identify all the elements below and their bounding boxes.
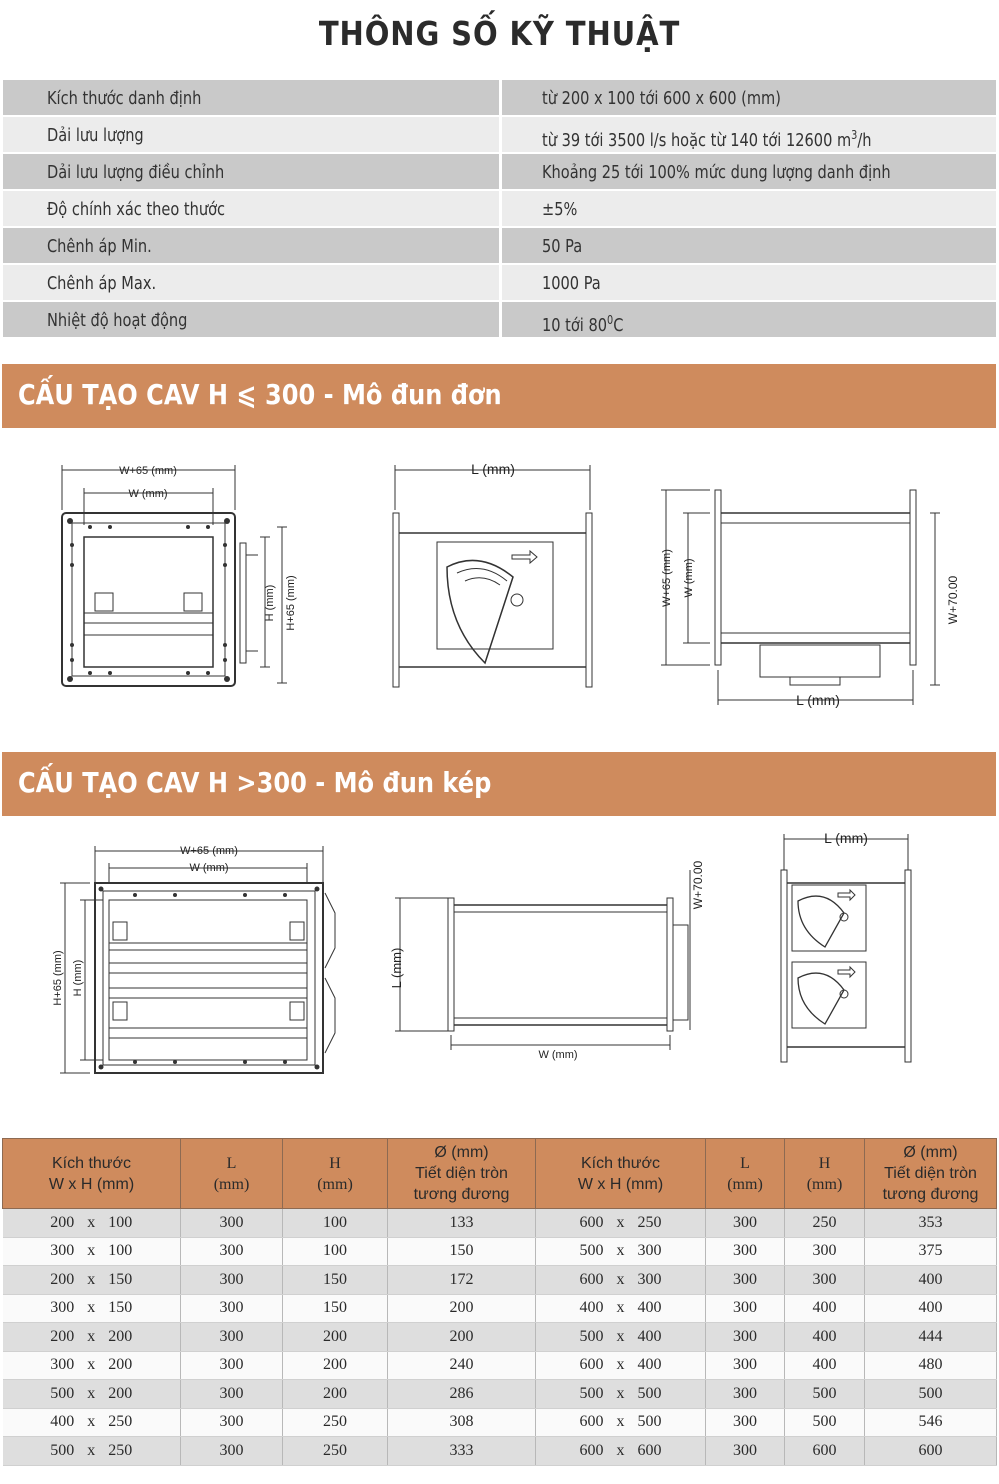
cell-value: 133 bbox=[388, 1209, 536, 1238]
dim-label: H+65 (mm) bbox=[285, 575, 297, 631]
cell-value: 400 bbox=[865, 1294, 997, 1323]
cell-value: 100 bbox=[283, 1209, 388, 1238]
section-banner-double bbox=[2, 752, 996, 816]
table-row bbox=[3, 1408, 997, 1437]
cell-value: 500 bbox=[785, 1408, 865, 1437]
cell-value: 150 bbox=[283, 1266, 388, 1295]
cell-value: 400 bbox=[865, 1266, 997, 1295]
spec-value: từ 39 tới 3500 l/s hoặc từ 140 tới 12600 $m^3/h$ bbox=[502, 117, 996, 152]
cell-size: 200 x 150 bbox=[3, 1266, 181, 1295]
cell-value: 300 bbox=[706, 1237, 785, 1266]
dim-label: L (mm) bbox=[796, 692, 840, 708]
table-row bbox=[3, 1209, 997, 1238]
cell-value: 375 bbox=[865, 1237, 997, 1266]
cell-size: 400 x 400 bbox=[536, 1294, 706, 1323]
cell-value: 150 bbox=[283, 1294, 388, 1323]
cell-value: 200 bbox=[388, 1323, 536, 1352]
cell-value: 300 bbox=[706, 1266, 785, 1295]
cell-value: 150 bbox=[388, 1237, 536, 1266]
cell-value: 353 bbox=[865, 1209, 997, 1238]
spec-value: 50 Pa bbox=[502, 228, 996, 263]
cell-value: 300 bbox=[181, 1237, 283, 1266]
cell-size: 600 x 400 bbox=[536, 1351, 706, 1380]
cell-value: 400 bbox=[785, 1351, 865, 1380]
dimension-table bbox=[2, 1138, 997, 1466]
dim-label: L (mm) bbox=[389, 947, 404, 989]
spec-value: 10 tới $80^0C$ bbox=[502, 302, 996, 337]
cell-value: 300 bbox=[785, 1237, 865, 1266]
dim-label: W (mm) bbox=[683, 558, 695, 598]
spec-value: Khoảng 25 tới 100% mức dung lượng danh định bbox=[502, 154, 996, 189]
spec-row bbox=[3, 265, 996, 302]
cell-value: 444 bbox=[865, 1323, 997, 1352]
page-title: THÔNG SỐ KỸ THUẬT bbox=[318, 14, 681, 53]
spec-label: Chênh áp Min. bbox=[3, 228, 499, 263]
cell-size: 300 x 100 bbox=[3, 1237, 181, 1266]
dim-label: W+65 (mm) bbox=[180, 845, 238, 857]
cell-value: 250 bbox=[283, 1408, 388, 1437]
table-row bbox=[3, 1380, 997, 1409]
cell-value: 300 bbox=[181, 1323, 283, 1352]
spec-row bbox=[3, 117, 996, 154]
cell-value: 600 bbox=[865, 1437, 997, 1466]
cell-value: 200 bbox=[283, 1380, 388, 1409]
dim-label: H (mm) bbox=[72, 959, 84, 997]
cell-value: 500 bbox=[785, 1380, 865, 1409]
spec-value: 1000 Pa bbox=[502, 265, 996, 300]
cell-value: 500 bbox=[865, 1380, 997, 1409]
table-row bbox=[3, 1294, 997, 1323]
cell-size: 500 x 300 bbox=[536, 1237, 706, 1266]
section-title-double: CẤU TẠO CAV H >300 - Mô đun kép bbox=[18, 766, 492, 799]
spec-row bbox=[3, 154, 996, 191]
header-h: H (mm) bbox=[283, 1139, 388, 1209]
spec-value: ±5% bbox=[502, 191, 996, 226]
table-row bbox=[3, 1323, 997, 1352]
cell-value: 300 bbox=[181, 1266, 283, 1295]
dim-label: W+70.00 bbox=[691, 860, 705, 910]
cell-value: 300 bbox=[706, 1437, 785, 1466]
cell-value: 172 bbox=[388, 1266, 536, 1295]
cell-value: 300 bbox=[706, 1209, 785, 1238]
table-row bbox=[3, 1266, 997, 1295]
cell-size: 600 x 600 bbox=[536, 1437, 706, 1466]
cell-value: 286 bbox=[388, 1380, 536, 1409]
spec-row bbox=[3, 302, 996, 339]
spec-row bbox=[3, 80, 996, 117]
header-l: L (mm) bbox=[181, 1139, 283, 1209]
cell-size: 600 x 500 bbox=[536, 1408, 706, 1437]
dim-label: L (mm) bbox=[824, 830, 868, 846]
cell-value: 250 bbox=[785, 1209, 865, 1238]
table-header-row bbox=[3, 1139, 997, 1209]
cell-value: 250 bbox=[283, 1437, 388, 1466]
dim-label: W (mm) bbox=[189, 862, 229, 874]
spec-row bbox=[3, 228, 996, 265]
spec-row bbox=[3, 191, 996, 228]
cell-size: 300 x 150 bbox=[3, 1294, 181, 1323]
spec-label: Nhiệt độ hoạt động bbox=[3, 302, 499, 337]
side-view-double-drawing bbox=[770, 825, 930, 1065]
header-diameter: Ø (mm) Tiết diện tròn tương đương bbox=[388, 1139, 536, 1209]
table-row bbox=[3, 1351, 997, 1380]
table-row bbox=[3, 1437, 997, 1466]
spec-table bbox=[3, 80, 996, 339]
header-size: Kích thước W x H (mm) bbox=[536, 1139, 706, 1209]
cell-value: 300 bbox=[706, 1351, 785, 1380]
spec-label: Dải lưu lượng bbox=[3, 117, 499, 152]
header-l: L (mm) bbox=[706, 1139, 785, 1209]
spec-label: Độ chính xác theo thước bbox=[3, 191, 499, 226]
cell-value: 300 bbox=[181, 1437, 283, 1466]
spec-label: Kích thước danh định bbox=[3, 80, 499, 115]
cell-value: 400 bbox=[785, 1294, 865, 1323]
top-view-double-drawing bbox=[380, 850, 720, 1070]
spec-label: Chênh áp Max. bbox=[3, 265, 499, 300]
cell-size: 300 x 200 bbox=[3, 1351, 181, 1380]
dim-label: H (mm) bbox=[264, 584, 276, 622]
dim-label: W+65 (mm) bbox=[661, 549, 673, 607]
side-view-single-drawing bbox=[385, 455, 600, 695]
front-view-double-drawing bbox=[45, 838, 345, 1078]
cell-value: 400 bbox=[785, 1323, 865, 1352]
front-view-single-drawing bbox=[50, 455, 310, 695]
cell-value: 300 bbox=[706, 1408, 785, 1437]
cell-value: 300 bbox=[706, 1294, 785, 1323]
cell-value: 480 bbox=[865, 1351, 997, 1380]
dim-label: W (mm) bbox=[538, 1049, 578, 1061]
cell-value: 333 bbox=[388, 1437, 536, 1466]
cell-size: 500 x 200 bbox=[3, 1380, 181, 1409]
cell-value: 200 bbox=[283, 1351, 388, 1380]
dim-label: H+65 (mm) bbox=[52, 950, 64, 1006]
header-size: Kích thước W x H (mm) bbox=[3, 1139, 181, 1209]
cell-value: 300 bbox=[181, 1209, 283, 1238]
cell-value: 300 bbox=[181, 1380, 283, 1409]
cell-value: 300 bbox=[181, 1408, 283, 1437]
cell-size: 200 x 100 bbox=[3, 1209, 181, 1238]
dim-label: W (mm) bbox=[128, 488, 168, 500]
spec-label: Dải lưu lượng điều chỉnh bbox=[3, 154, 499, 189]
section-banner-single bbox=[2, 364, 996, 428]
cell-value: 600 bbox=[785, 1437, 865, 1466]
dim-label: W+65 (mm) bbox=[119, 465, 177, 477]
cell-value: 300 bbox=[706, 1323, 785, 1352]
section-title-single: CẤU TẠO CAV H ⩽ 300 - Mô đun đơn bbox=[18, 378, 502, 411]
header-diameter: Ø (mm) Tiết diện tròn tương đương bbox=[865, 1139, 997, 1209]
cell-value: 200 bbox=[283, 1323, 388, 1352]
cell-value: 546 bbox=[865, 1408, 997, 1437]
dim-label: W+70.00 bbox=[946, 575, 960, 625]
cell-value: 240 bbox=[388, 1351, 536, 1380]
cell-size: 400 x 250 bbox=[3, 1408, 181, 1437]
cell-size: 600 x 300 bbox=[536, 1266, 706, 1295]
cell-value: 100 bbox=[283, 1237, 388, 1266]
cell-value: 308 bbox=[388, 1408, 536, 1437]
table-row bbox=[3, 1237, 997, 1266]
top-view-single-drawing bbox=[650, 485, 970, 715]
cell-size: 600 x 250 bbox=[536, 1209, 706, 1238]
cell-size: 200 x 200 bbox=[3, 1323, 181, 1352]
cell-size: 500 x 250 bbox=[3, 1437, 181, 1466]
cell-size: 500 x 400 bbox=[536, 1323, 706, 1352]
cell-value: 200 bbox=[388, 1294, 536, 1323]
spec-value: từ 200 x 100 tới 600 x 600 (mm) bbox=[502, 80, 996, 115]
header-h: H (mm) bbox=[785, 1139, 865, 1209]
dim-label: L (mm) bbox=[471, 461, 515, 477]
cell-value: 300 bbox=[181, 1351, 283, 1380]
cell-value: 300 bbox=[706, 1380, 785, 1409]
cell-value: 300 bbox=[181, 1294, 283, 1323]
cell-size: 500 x 500 bbox=[536, 1380, 706, 1409]
cell-value: 300 bbox=[785, 1266, 865, 1295]
